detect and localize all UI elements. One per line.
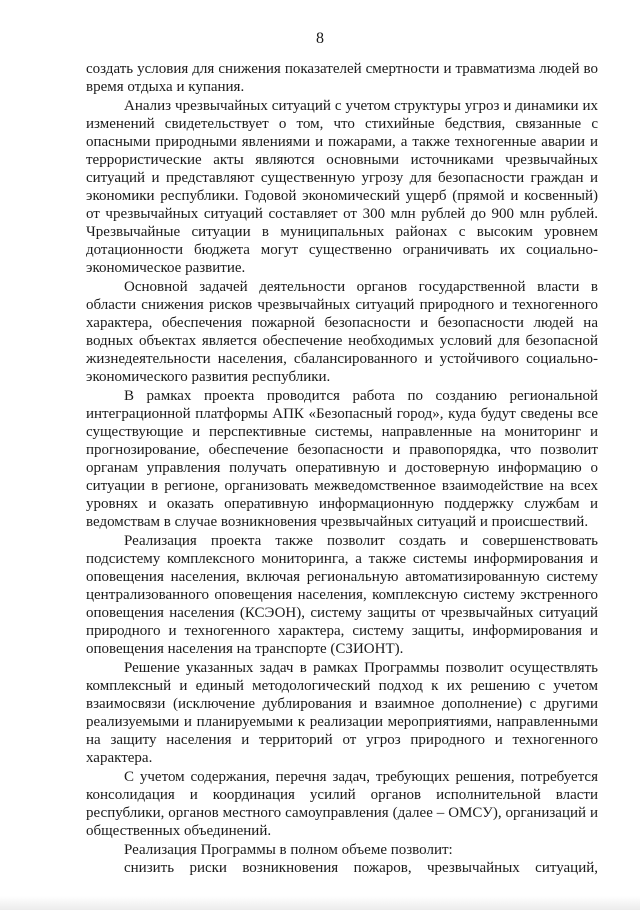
paragraph: создать условия для снижения показателей смертности и травматизма людей во время отдыха и купания.	[86, 61, 598, 95]
paragraph: Анализ чрезвычайных ситуаций с учетом структуры угроз и динамики их изменений свидетельствует о том, что стихийные бедствия, связанные с опасными природными явлениями и пожарами, а также техногенные аварии и террористические акты являются основными источниками чрезвычайных ситуаций и представляют существенную угрозу для безопасности граждан и экономики республики. Годовой экономический ущерб (прямой и косвенный) от чрезвычайных ситуаций составляет от 300 млн рублей до 900 млн рублей. Чрезвычайные ситуации в муниципальных районах с высоким уровнем дотационности бюджета могут существенно ограничивать их социально-экономическое развитие.	[86, 98, 598, 276]
paragraph: Реализация проекта также позволит создать и совершенствовать подсистему комплексного мониторинга, а также системы информирования и оповещения населения, включая региональную автоматизированную систему централизованного оповещения населения, комплексную систему экстренного оповещения населения (КСЭОН), систему защиты от чрезвычайных ситуаций природного и техногенного характера, систему защиты, информирования и оповещения населения на транспорте (СЗИОНТ).	[86, 533, 598, 657]
scan-edge-shadow	[0, 896, 640, 910]
paragraph: Решение указанных задач в рамках Программы позволит осуществлять комплексный и единый методологический подход к их решению с учетом взаимосвязи (исключение дублирования и взаимное дополнение) с другими реализуемыми и планируемыми к реализации мероприятиями, направленными на защиту населения и территорий от угроз природного и техногенного характера.	[86, 660, 598, 766]
page-number: 8	[316, 30, 324, 47]
paragraph: снизить риски возникновения пожаров, чрезвычайных ситуаций,	[124, 860, 598, 876]
paragraph: Реализация Программы в полном объеме позволит:	[124, 842, 453, 858]
paragraph: В рамках проекта проводится работа по созданию региональной интеграционной платформы АПК «Безопасный город», куда будут сведены все существующие и перспективные системы, направленные на мониторинг и прогнозирование, обеспечение безопасности и правопорядка, что позволит органам управления получать оперативную и достоверную информацию о ситуации в регионе, организовать межведомственное взаимодействие на всех уровнях и оказать оперативную информационную поддержку службам и ведомствам в случае возникновения чрезвычайных ситуаций и происшествий.	[86, 388, 598, 530]
paragraph: Основной задачей деятельности органов государственной власти в области снижения рисков чрезвычайных ситуаций природного и техногенного характера, обеспечения пожарной безопасности и безопасности людей на водных объектах является обеспечение необходимых условий для безопасной жизнедеятельности населения, сбалансированного и устойчивого социально-экономического развития республики.	[86, 279, 598, 385]
paragraph: С учетом содержания, перечня задач, требующих решения, потребуется консолидация и координация усилий органов исполнительной власти республики, органов местного самоуправления (далее – ОМСУ), организаций и общественных объединений.	[86, 769, 598, 839]
document-body	[86, 60, 598, 877]
